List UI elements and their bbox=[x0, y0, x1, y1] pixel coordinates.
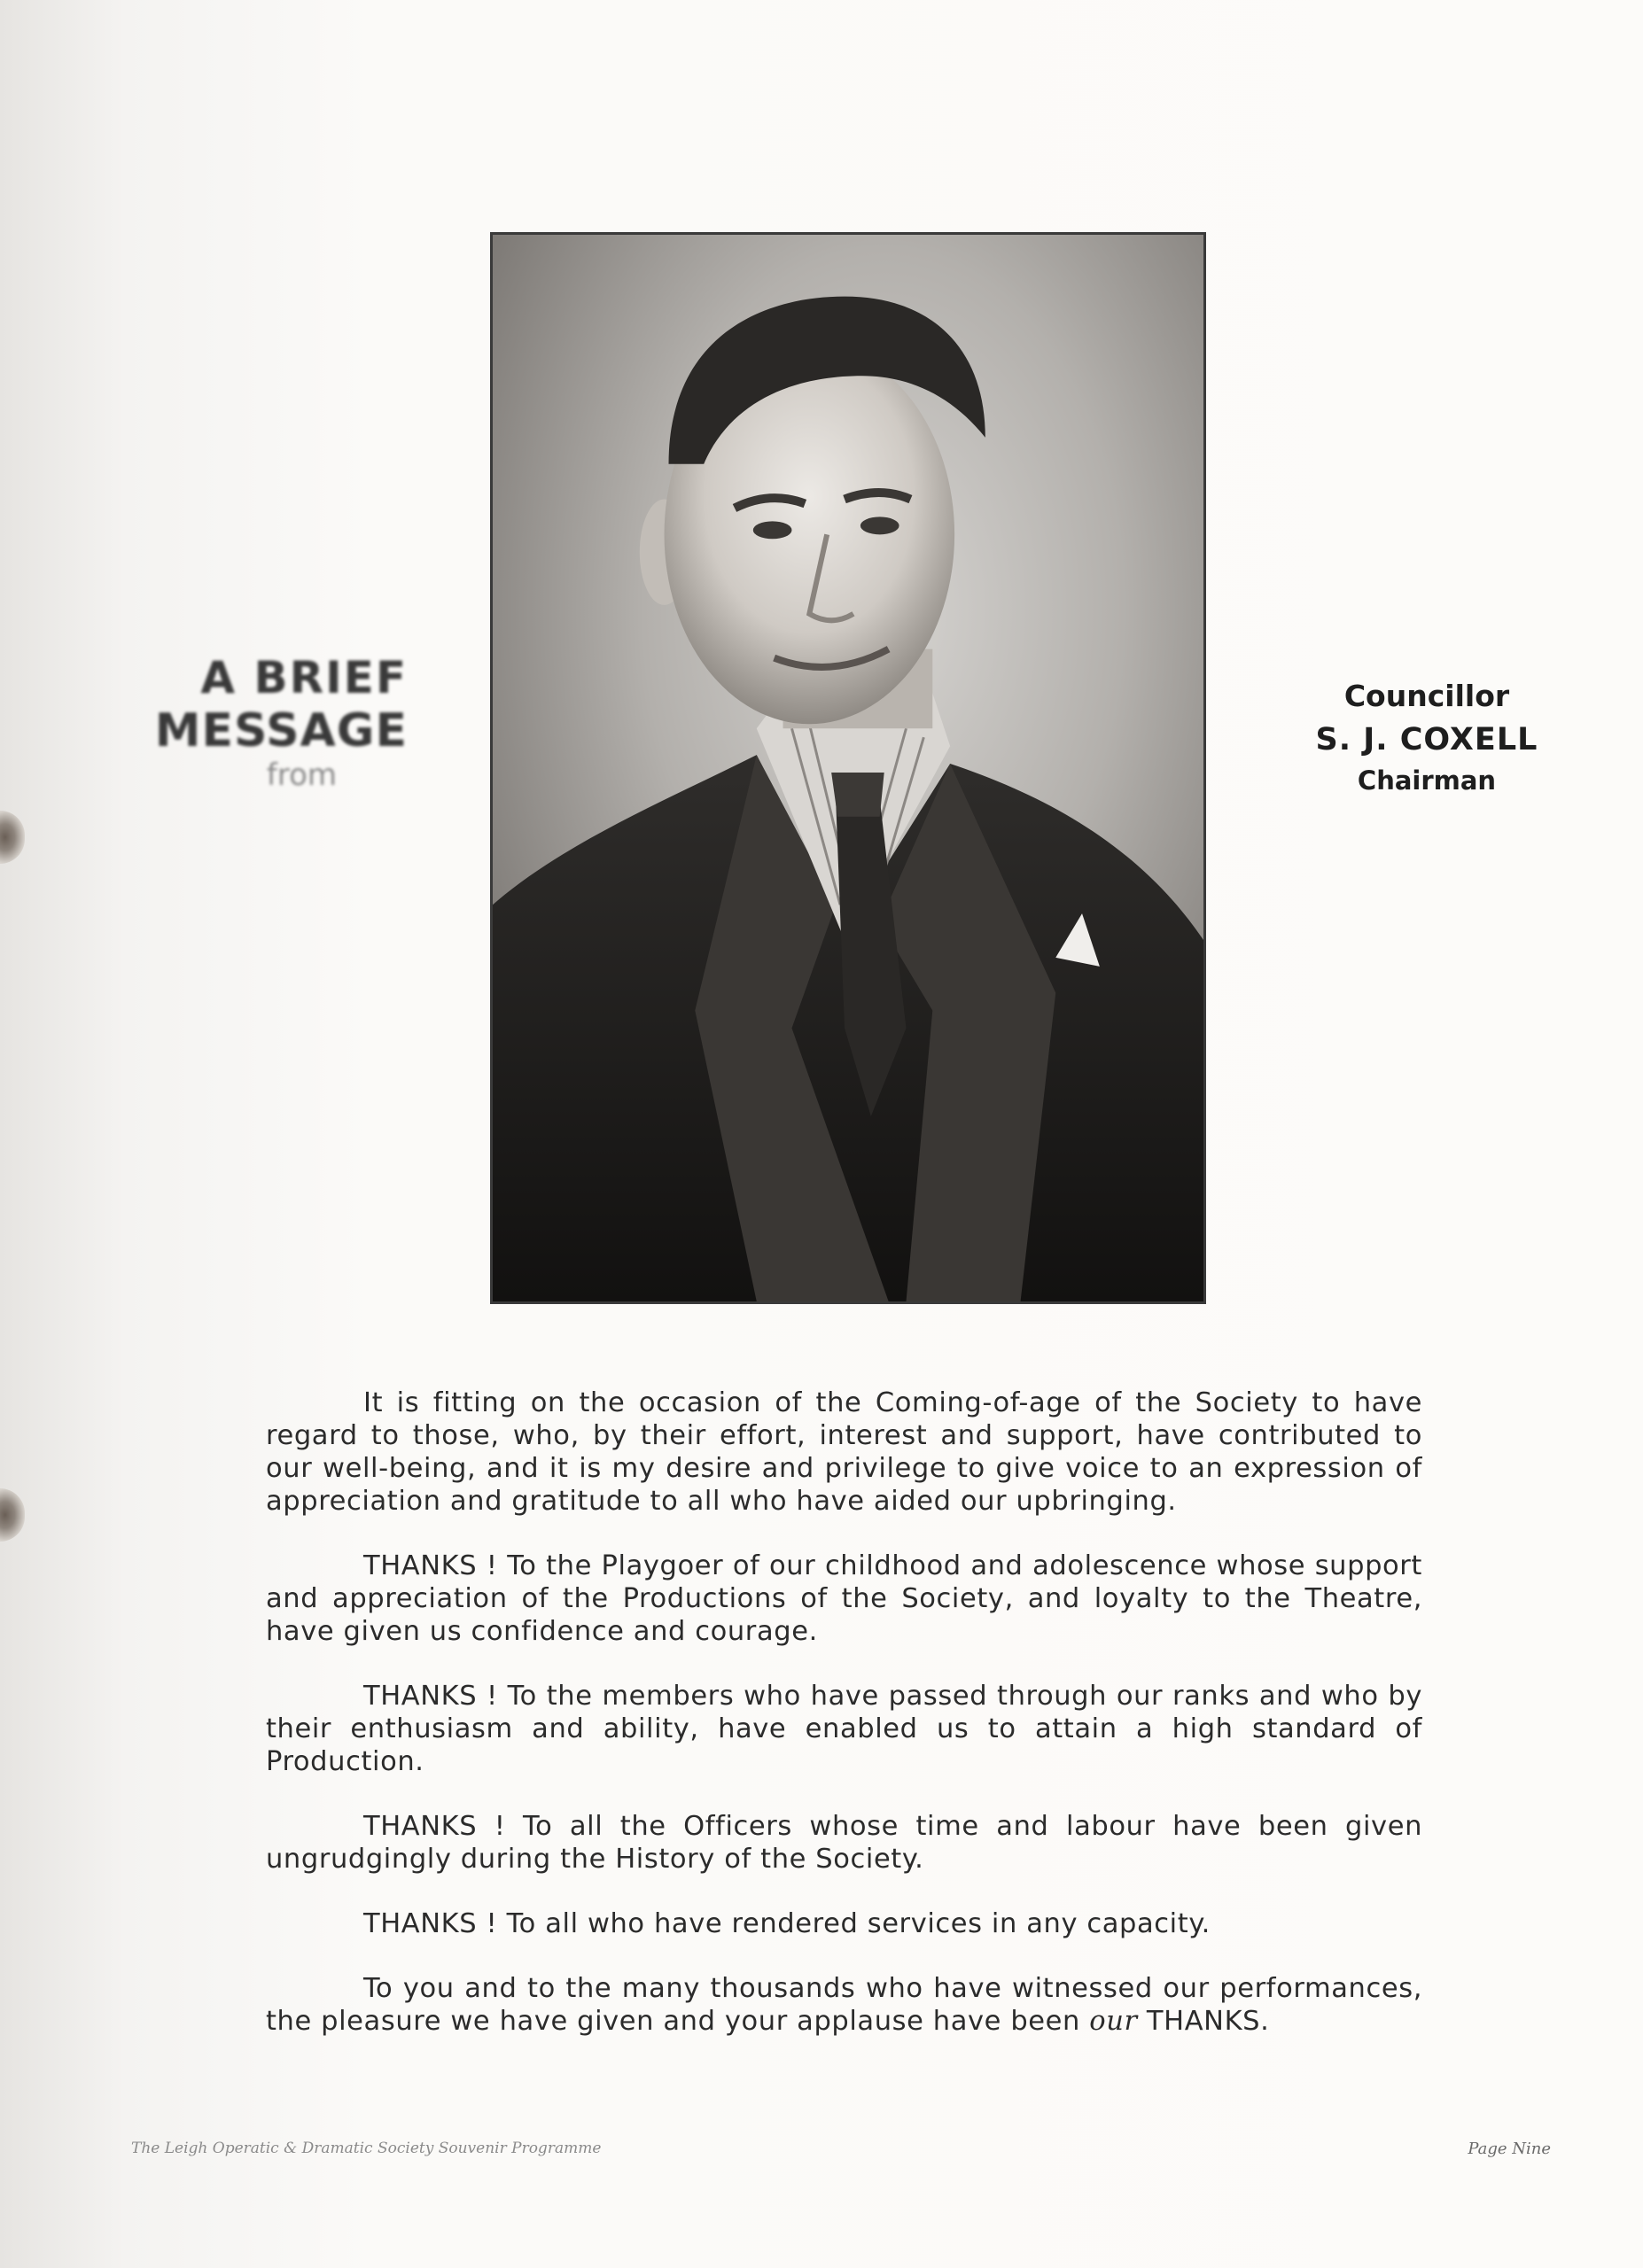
caption-title: Councillor bbox=[1343, 679, 1510, 713]
footer-page-number: Page Nine bbox=[1468, 2140, 1551, 2158]
heading-line-message: MESSAGE bbox=[154, 704, 408, 757]
paragraph-thanks-services bbox=[266, 1907, 1422, 1940]
message-body bbox=[266, 1386, 1422, 2070]
paragraph-closing bbox=[266, 1972, 1422, 2038]
chairman-portrait bbox=[490, 232, 1206, 1304]
heading-line-from: from bbox=[266, 757, 337, 793]
thanks-word: THANKS ! bbox=[363, 1681, 498, 1712]
paragraph-thanks-officers bbox=[266, 1810, 1422, 1876]
paragraph-thanks-playgoer bbox=[266, 1550, 1422, 1648]
paragraph-text: To the members who have passed through our ranks and who by their enthusiasm and ability, have enabled us to attain a high standard of Production. bbox=[266, 1681, 1422, 1777]
thanks-word: THANKS ! bbox=[363, 1550, 498, 1581]
paragraph-intro: It is fitting on the occasion of the Coming-of-age of the Society to have regard to those, who, by their effort, interest and support, have contributed to our well-being, and it is my desire and privilege to give voice to an expression of appreciation and gratitude to all who have aided our upbringing. bbox=[266, 1387, 1422, 1517]
paragraph-text: To all the Officers whose time and labour have been given ungrudgingly during the History of the Society. bbox=[266, 1811, 1423, 1875]
paragraph-text: To you and to the many thousands who have witnessed our performances, the pleasure we have given and your applause have been bbox=[266, 1973, 1422, 2037]
paragraph-thanks-members bbox=[266, 1680, 1422, 1778]
thanks-word: THANKS ! bbox=[363, 1811, 506, 1842]
caption-role: Chairman bbox=[1357, 765, 1497, 796]
portrait-photo-icon bbox=[493, 235, 1203, 1301]
heading-line-a-brief: A BRIEF bbox=[200, 652, 408, 703]
paragraph-text: To all who have rendered services in any capacity. bbox=[497, 1908, 1211, 1939]
emphasis-our: our bbox=[1089, 2006, 1138, 2037]
paragraph-text-end: THANKS. bbox=[1137, 2006, 1270, 2037]
portrait-caption bbox=[1294, 676, 1560, 798]
thanks-word: THANKS ! bbox=[363, 1908, 498, 1939]
paragraph-text: To the Playgoer of our childhood and adolescence whose support and appreciation of the Productions of the Society, and loyalty to the Theatre, have given us confidence and courage. bbox=[266, 1550, 1422, 1647]
caption-name: S. J. COXELL bbox=[1315, 722, 1538, 757]
message-heading bbox=[151, 651, 408, 793]
footer-programme-title: The Leigh Operatic & Dramatic Society Souvenir Programme bbox=[131, 2140, 602, 2157]
